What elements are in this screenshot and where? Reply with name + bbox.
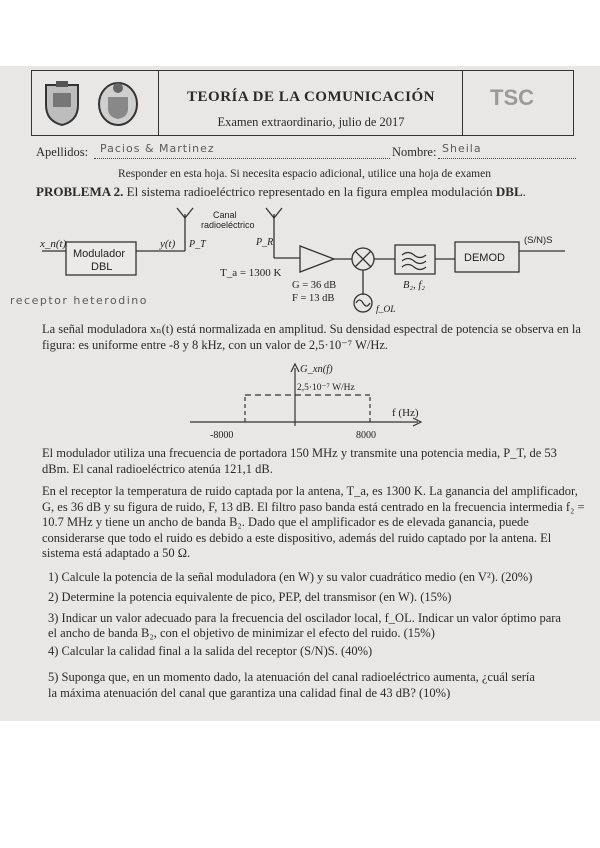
modulation-type: DBL (495, 184, 523, 199)
surname-line (94, 158, 390, 159)
problem-label: PROBLEMA 2. (36, 184, 124, 199)
spectrum-ylabel: G_xn(f) (300, 364, 333, 375)
spectrum-level: 2,5·10⁻⁷ W/Hz (297, 383, 355, 393)
tick-right: 8000 (356, 430, 376, 441)
question-3-cont: el ancho de banda B₂, con el objetivo de minimizar el efecto del ruido. (15%) (48, 626, 435, 640)
problem-end: . (522, 184, 526, 199)
exam-title: TEORÍA DE LA COMUNICACIÓN (187, 89, 435, 105)
modulator-label-2: DBL (91, 261, 113, 273)
output-signal-label: y(t) (160, 238, 176, 250)
question-1: 1) Calcule la potencia de la señal moduladora (en W) y su valor cuadrático medio (en V²). (20%) (48, 570, 533, 584)
demod-label: DEMOD (464, 252, 505, 264)
tsc-cell (464, 71, 573, 135)
school-seal-icon (96, 79, 140, 127)
instructions-text: Responder en esta hoja. Si necesita espacio adicional, utilice una hoja de examen (118, 168, 491, 180)
paragraph-signal: La señal moduladora xₙ(t) está normalizada en amplitud. Su densidad espectral de potencia se observa en la figura: es uniforme entre -8 y 8 kHz, con un valor de 2,5·10⁻⁷ W/Hz. (42, 322, 581, 352)
name-line (438, 158, 576, 159)
logo-area (32, 71, 159, 135)
noise-figure: F = 13 dB (292, 293, 335, 304)
paragraph-receiver: En el receptor la temperatura de ruido captada por la antena, T_a, es 1300 K. La ganancia del amplificador, G, es 36 dB y su figura de ruido, F, 13 dB. El filtro paso banda está centrado en la frecuencia intermedia f₂ = 10.7 MHz y tiene un ancho de banda B₂. Dado que el amplificador es de elevada ganancia, puede considerarse que todo el ruido es debido a este dispositivo, además del ruido captado por la antena. El sistema está adaptado a 50 Ω. (42, 484, 585, 560)
university-crest-icon (40, 79, 84, 127)
antenna-temperature: T_a = 1300 K (220, 267, 282, 279)
filter-params: B₂, f₂ (403, 280, 425, 291)
spectrum-xlabel: f (Hz) (392, 407, 419, 419)
local-oscillator-label: f_OL (376, 305, 396, 315)
amplifier-gain: G = 36 dB (292, 280, 337, 291)
name-value[interactable]: Sheila (442, 142, 482, 155)
pr-label: P_R (256, 237, 274, 248)
channel-label-1: Canal (213, 210, 237, 220)
snr-output-label: (S/N)S (524, 235, 553, 246)
problem-statement (36, 184, 526, 200)
modulator-label-1: Modulador (73, 248, 125, 260)
spectrum-figure (180, 360, 470, 442)
problem-text: El sistema radioeléctrico representado en la figura emplea modulación (123, 184, 496, 199)
channel-label-2: radioeléctrico (201, 220, 255, 230)
exam-subtitle: Examen extraordinario, julio de 2017 (217, 115, 405, 129)
question-2: 2) Determine la potencia equivalente de pico, PEP, del transmisor (en W). (15%) (48, 590, 452, 604)
name-label: Nombre: (392, 145, 437, 159)
question-4: 4) Calcular la calidad final a la salida del receptor (S/N)S. (40%) (48, 644, 373, 658)
question-5-cont: la máxima atenuación del canal que garantiza una calidad final de 43 dB? (10%) (48, 686, 451, 700)
surname-label: Apellidos: (36, 145, 89, 159)
tsc-badge: TSC (490, 85, 534, 110)
title-cell (160, 71, 463, 135)
handwritten-note: receptor heterodino (10, 294, 148, 307)
exam-header (31, 70, 574, 136)
surname-value[interactable]: Pacios & Martinez (100, 142, 215, 155)
input-signal-label: x_n(t) (40, 238, 67, 250)
question-5: 5) Suponga que, en un momento dado, la atenuación del canal radioeléctrico aumenta, ¿cuál sería (48, 670, 535, 684)
pt-label: P_T (189, 239, 206, 250)
question-3: 3) Indicar un valor adecuado para la frecuencia del oscilador local, f_OL. Indicar un valor óptimo para (48, 611, 561, 625)
tick-left: -8000 (210, 430, 234, 441)
paragraph-transmitter: El modulador utiliza una frecuencia de portadora 150 MHz y transmite una potencia media, P_T, de 53 dBm. El canal radioeléctrico atenúa 121,1 dB. (42, 446, 557, 476)
